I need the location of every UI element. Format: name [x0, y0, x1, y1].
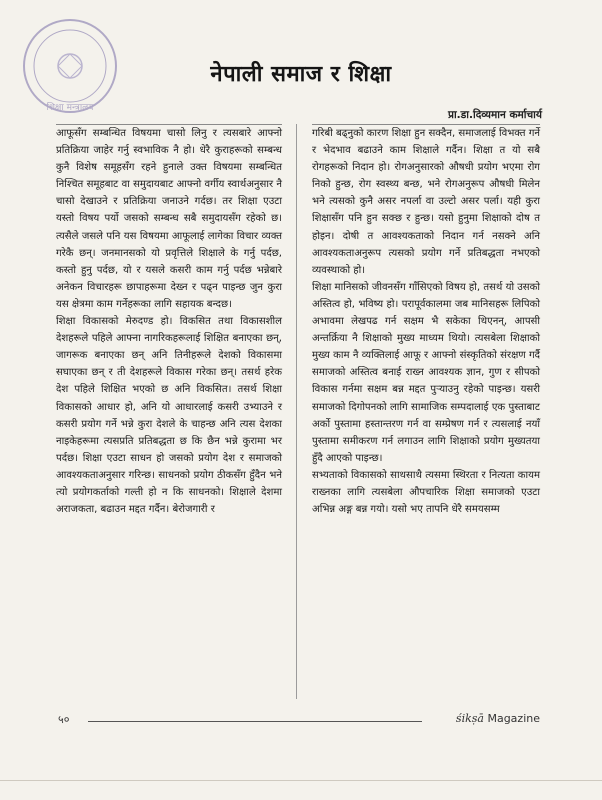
magazine-suffix: Magazine — [487, 712, 540, 725]
paragraph: गरिबी बढ्नुको कारण शिक्षा हुन सक्दैन, समाजलाई विभक्त गर्ने र भेदभाव बढाउने काम शिक्षाले गर्दैन। शिक्षा त यो सबै रोगहरूको निदान हो। रोगअनुसारको औषधी प्रयोग भएमा रोग निको हुन्छ, रोग स्वस्थ्य बन्छ, भने रोगअनुरूप औषधी मिलेन भने त्यसको कुनै असर नपर्ला वा उल्टो असर पर्ला। यही कुरा शिक्षासँग पनि हुन सक्छ र हुन्छ। यसो हुनुमा शिक्षाको दोष त होइन। दोषी त आवश्यकताको निदान गर्न नसक्ने अनि आवश्यकताअनुरूप त्यसको प्रयोग गर्ने प्रतिबद्धता नभएको व्यवस्थाको हो। — [312, 128, 540, 276]
magazine-name — [456, 712, 540, 725]
page-footer — [58, 712, 540, 728]
stamp-text: शिक्षा मन्त्रालय — [46, 103, 94, 113]
paragraph: शिक्षा विकासको मेरुदण्ड हो। विकसित तथा विकासशील देशहरूले पहिले आफ्ना नागरिकहरूलाई शिक्षित बनाएका छन्, जागरूक बनाएका छन् अनि तिनीहरूले देशको विकासमा सघाएका छन् र ती देशहरूले विकास गरेका छन्। तसर्थ हरेक देश पहिले शिक्षित भएको छ अनि विकसित। तसर्थ शिक्षा विकासको आधार हो, अनि यो आधारलाई कसरी उभ्याउने र कसरी प्रयोग गर्ने भन्ने कुरा देशले के चाहन्छ अनि त्यस देशका नाइकेहरूमा त्यसप्रति प्रतिबद्धता छ कि छैन भन्ने कुरामा भर पर्दछ। शिक्षा एउटा साधन हो जसको प्रयोग देश र समाजको आवश्यकताअनुसार गरिन्छ। साधनको प्रयोग ठीकसँग हुँदैन भने त्यो प्रयोगकर्ताको गल्ती हो न कि साधनको। शिक्षाले देशमा अराजकता, बढाउन मद्दत गर्दैन। बेरोजगारी र — [56, 316, 282, 516]
footer-rule — [88, 721, 422, 722]
page-number: ५० — [58, 713, 70, 726]
magazine-word: śikṣā — [455, 712, 484, 725]
paragraph: सभ्यताको विकासको साथसाथै त्यसमा स्थिरता र नित्यता कायम राख्नका लागि त्यसबेला औपचारिक शिक्षा समाजको एउटा अभिन्न अङ्ग बन्न गयो। यसो भए तापनि धेरै समयसम्म — [312, 469, 540, 516]
author-byline: प्रा.डा.दिव्यमान कर्माचार्य — [447, 109, 542, 121]
paragraph: आफूसँग सम्बन्धित विषयमा चासो लिनु र त्यसबारे आफ्नो प्रतिक्रिया जाहेर गर्नु स्वभाविक नै हो। धेरै कुराहरूको सम्बन्ध कुनै विशेष समूहसँग रहने हुनाले उक्त विषयमा सम्बन्धित निश्चित समूहबाट वा समुदायबाट आफ्नो वर्गीय स्वार्थअनुसार नै चासो देखाउने र प्रतिक्रिया जनाउने गर्दछ। तर शिक्षा एउटा यस्तो विषय पर्यो जसको सम्बन्ध सबै समुदायसँग रहेको छ। त्यसैले जसले पनि यस विषयमा आफूलाई लागेका विचार व्यक्त गरेकै छन्। जनमानसको यो प्रवृत्तिले शिक्षाले के गर्नु पर्दछ, कस्तो हुनु पर्दछ, यो र यसले कसरी काम गर्नु पर्दछ भन्नेबारे अनेकन विचारहरू छापाहरूमा देख्न र पढ्न पाइन्छ जुन कुरा यस क्षेत्रमा काम गर्नेहरूका लागि सहायक बन्दछ। — [56, 128, 282, 310]
page-bottom-edge — [0, 780, 602, 781]
article-title: नेपाली समाज र शिक्षा — [210, 62, 392, 87]
right-column — [312, 125, 540, 518]
paragraph: शिक्षा मानिसको जीवनसँग गाँसिएको विषय हो, तसर्थ यो उसको अस्तित्व हो, भविष्य हो। परापूर्वकालमा जब मानिसहरू लिपिको अभावमा लेखपढ गर्न सक्षम भै सकेका थिएनन्, आपसी अन्तर्क्रिया नै शिक्षाको मुख्य माध्यम थियो। त्यसबेला शिक्षाको मुख्य काम नै व्यक्तिलाई आफू र आफ्नो संस्कृतिको संरक्षण गर्दै समाजको अस्तित्व बनाई राख्न आवश्यक ज्ञान, गुण र सीपको विकास गर्नमा सक्षम बन्न मद्दत पुऱ्याउनु रहेको पाइन्छ। यसरी समाजको दिगोपनको लागि सामाजिक सम्पदालाई एक पुस्ताबाट अर्को पुस्तामा हस्तान्तरण गर्न वा सम्प्रेषण गर्न र त्यसलाई नयाँ पुस्तामा समीकरण गर्न लगाउन लागि शिक्षाको प्रयोग मुख्यतया हुँदै आएको पाइन्छ। — [312, 281, 540, 464]
column-divider — [296, 124, 297, 699]
left-column — [56, 125, 282, 518]
